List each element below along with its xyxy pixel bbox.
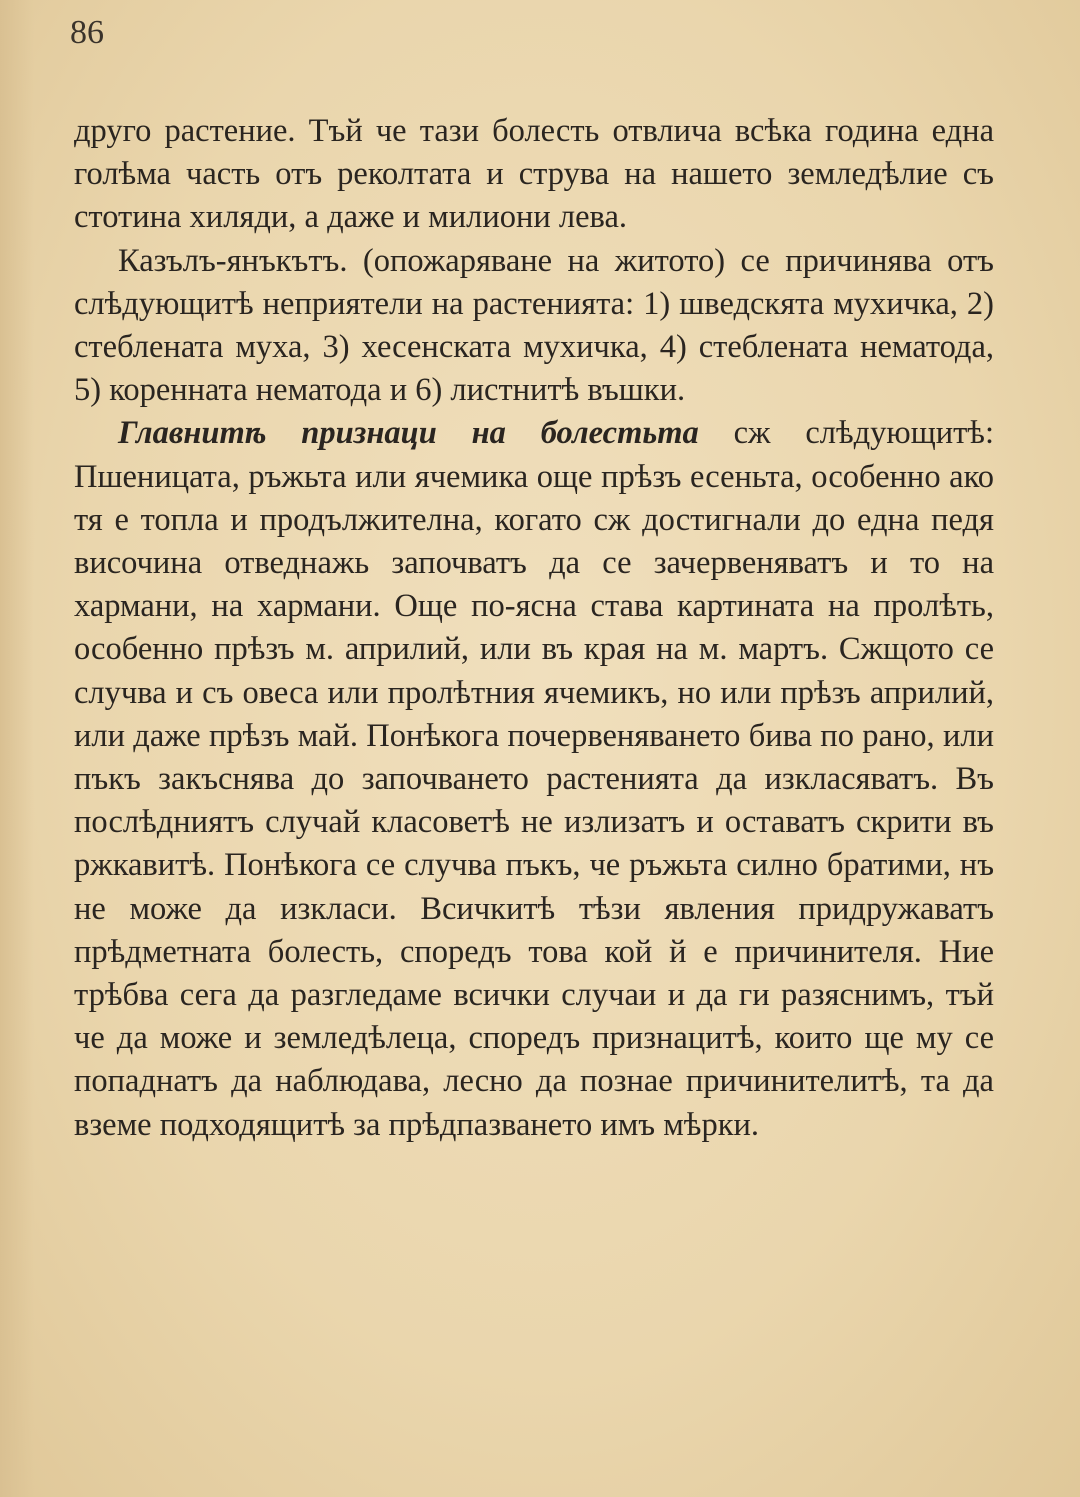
page-number: 86 [70, 14, 104, 51]
page-edge-shadow [0, 0, 34, 1497]
body-text [74, 110, 994, 1147]
paragraph-1-text: друго растение. Тъй че тази болесть отвлича всѣка година една голѣма часть отъ реколтата и струва на нашето земледѣлие съ стотина хиляди, а даже и милиони лева. [74, 113, 994, 236]
paragraph-1 [74, 110, 994, 240]
paragraph-2-text: Казълъ-янъкътъ. (опожаряване на житото) се причинява отъ слѣдующитѣ неприятели на растенията: 1) шведскята мухичка, 2) стеблената муха, 3) хесенската мухичка, 4) стеблената нематода, 5) коренната нематода и 6) листнитѣ въшки. [74, 242, 994, 409]
paragraph-3-lead: Главнитѣ признаци на болестьта [118, 415, 699, 452]
paragraph-3-text: сж слѣдующитѣ: Пшеницата, ръжьта или ячемика още прѣзъ есеньта, особенно ако тя е топла и продължителна, когато сж достигнали до една педя височина отведнажь започватъ да се зачервеняватъ и то на хармани, на хармани. Още по-ясна става картината на пролѣть, особенно прѣзъ м. априлий, или въ края на м. мартъ. Сжщото се случва и съ овеса или пролѣтния ячемикъ, но или прѣзъ априлий, или даже прѣзъ май. Понѣкога почервеняването бива по рано, или пъкъ закъснява до започването растенията да изкласяватъ. Въ послѣдниятъ случай класоветѣ не излизатъ и оставатъ скрити въ ржкавитѣ. Понѣкога се случва пъкъ, че ръжьта силно братими, нъ не може да изкласи. Всичкитѣ тѣзи явления придружаватъ прѣдметната болесть, споредъ това кой й е причинителя. Ние трѣбва сега да разгледаме всички случаи и да ги разяснимъ, тъй че да може и земледѣлеца, споредъ признацитѣ, които ще му се попаднатъ да наблюдава, лесно да познае причинителитѣ, та да вземе подходящитѣ за прѣдпазването имъ мѣрки. [74, 415, 994, 1143]
paragraph-3 [74, 412, 994, 1146]
paragraph-2 [74, 240, 994, 413]
